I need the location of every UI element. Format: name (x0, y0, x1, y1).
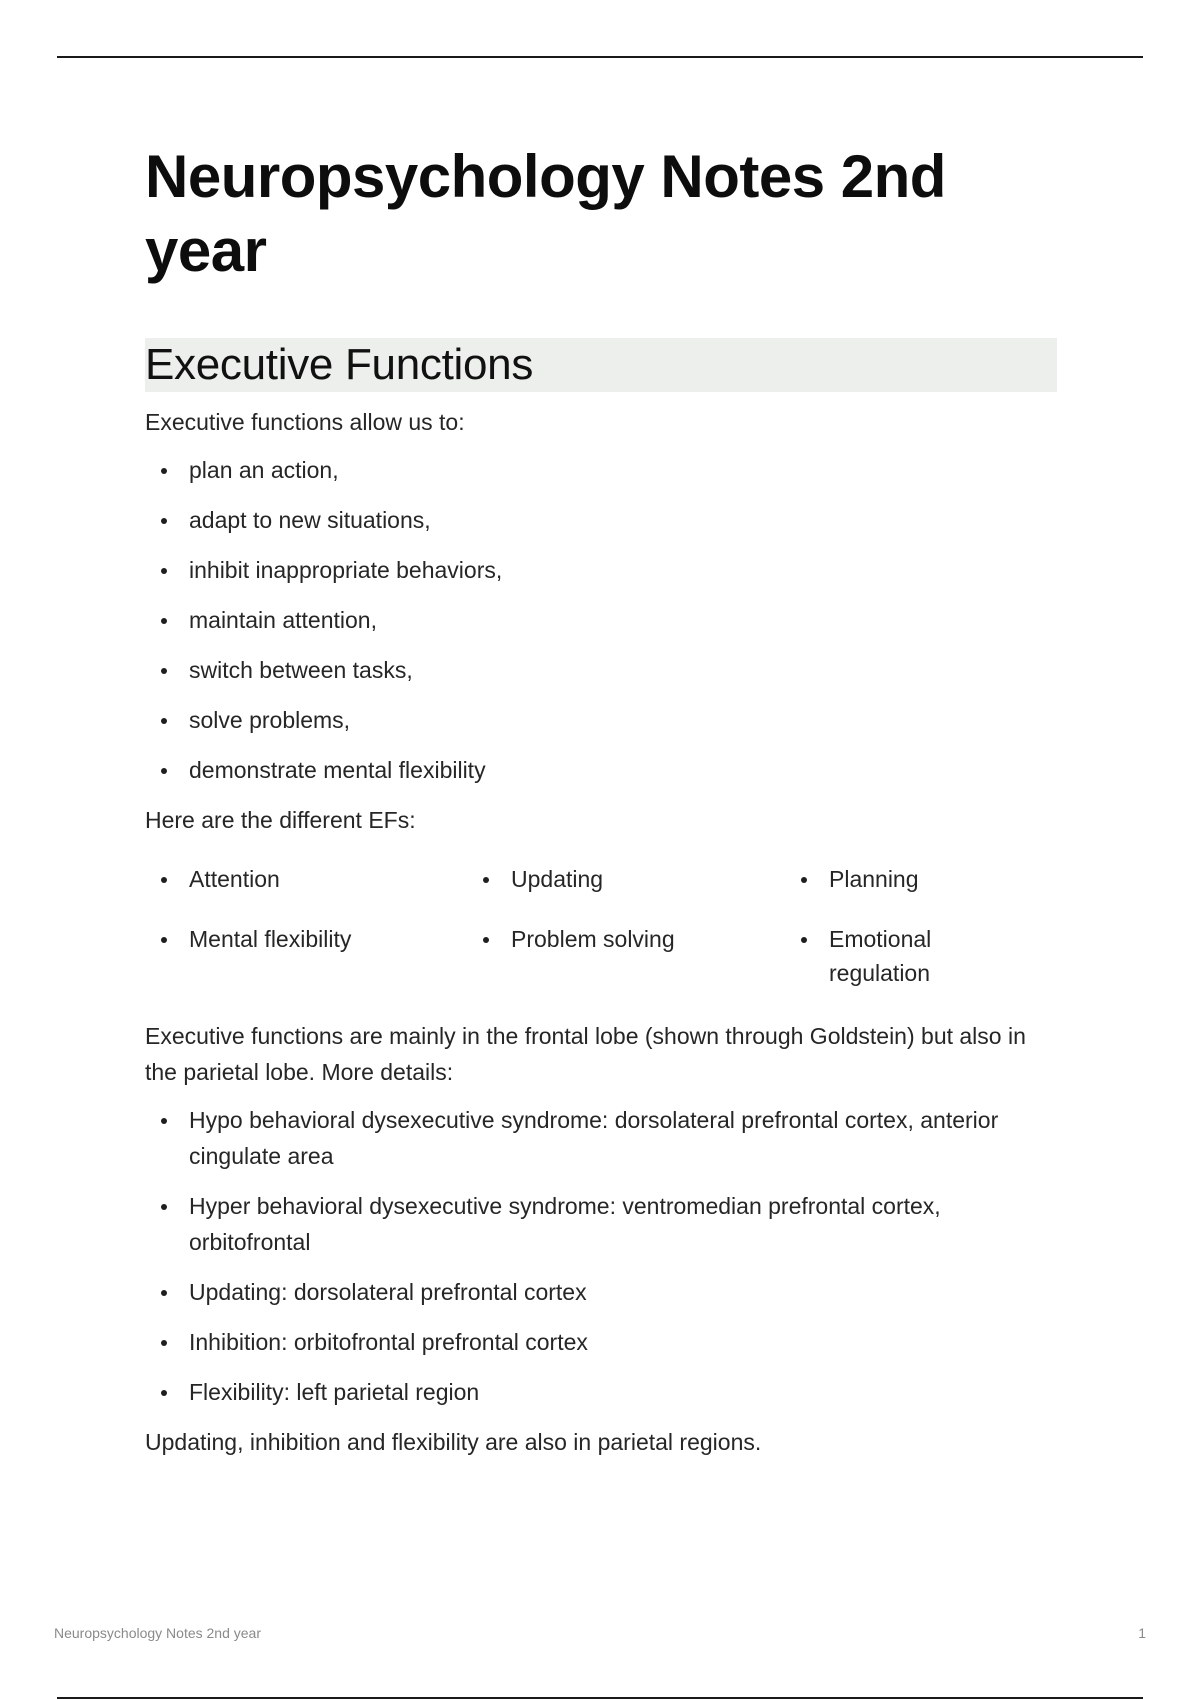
list-item: adapt to new situations, (145, 502, 1057, 538)
list-item: maintain attention, (145, 602, 1057, 638)
page-footer (54, 1625, 1146, 1641)
list-item: Updating: dorsolateral prefrontal cortex (145, 1274, 1057, 1310)
regions-list (145, 1102, 1057, 1410)
ef-item: Mental flexibility (145, 922, 467, 990)
list-item: solve problems, (145, 702, 1057, 738)
list-item: plan an action, (145, 452, 1057, 488)
intro-paragraph: Executive functions allow us to: (145, 409, 465, 435)
ef-item: Problem solving (467, 922, 785, 990)
frontal-lobe-paragraph: Executive functions are mainly in the frontal lobe (shown through Goldstein) but also in the parietal lobe. More details: (145, 1023, 1026, 1085)
ef-item: Emotional regulation (785, 922, 999, 990)
closing-paragraph: Updating, inhibition and flexibility are also in parietal regions. (145, 1429, 762, 1455)
ef-item: Attention (145, 862, 467, 896)
list-item: switch between tasks, (145, 652, 1057, 688)
list-item: demonstrate mental flexibility (145, 752, 1057, 788)
ef-item: Planning (785, 862, 1057, 896)
section-heading-block (145, 338, 1057, 392)
abilities-list (145, 452, 1057, 788)
page-content (145, 140, 1057, 1460)
ef-item: Updating (467, 862, 785, 896)
list-item: inhibit inappropriate behaviors, (145, 552, 1057, 588)
page-number: 1 (1138, 1625, 1146, 1641)
section-heading: Executive Functions (145, 340, 534, 389)
ef-intro-paragraph: Here are the different EFs: (145, 807, 416, 833)
list-item: Hyper behavioral dysexecutive syndrome: ventromedian prefrontal cortex, orbitofrontal (145, 1188, 1057, 1260)
list-item: Hypo behavioral dysexecutive syndrome: dorsolateral prefrontal cortex, anterior cingulate area (145, 1102, 1057, 1174)
document-title: Neuropsychology Notes 2nd year (145, 143, 946, 284)
list-item: Flexibility: left parietal region (145, 1374, 1057, 1410)
ef-grid (145, 862, 1057, 990)
bottom-rule (57, 1697, 1143, 1699)
list-item: Inhibition: orbitofrontal prefrontal cortex (145, 1324, 1057, 1360)
top-rule (57, 56, 1143, 58)
footer-title: Neuropsychology Notes 2nd year (54, 1625, 262, 1641)
